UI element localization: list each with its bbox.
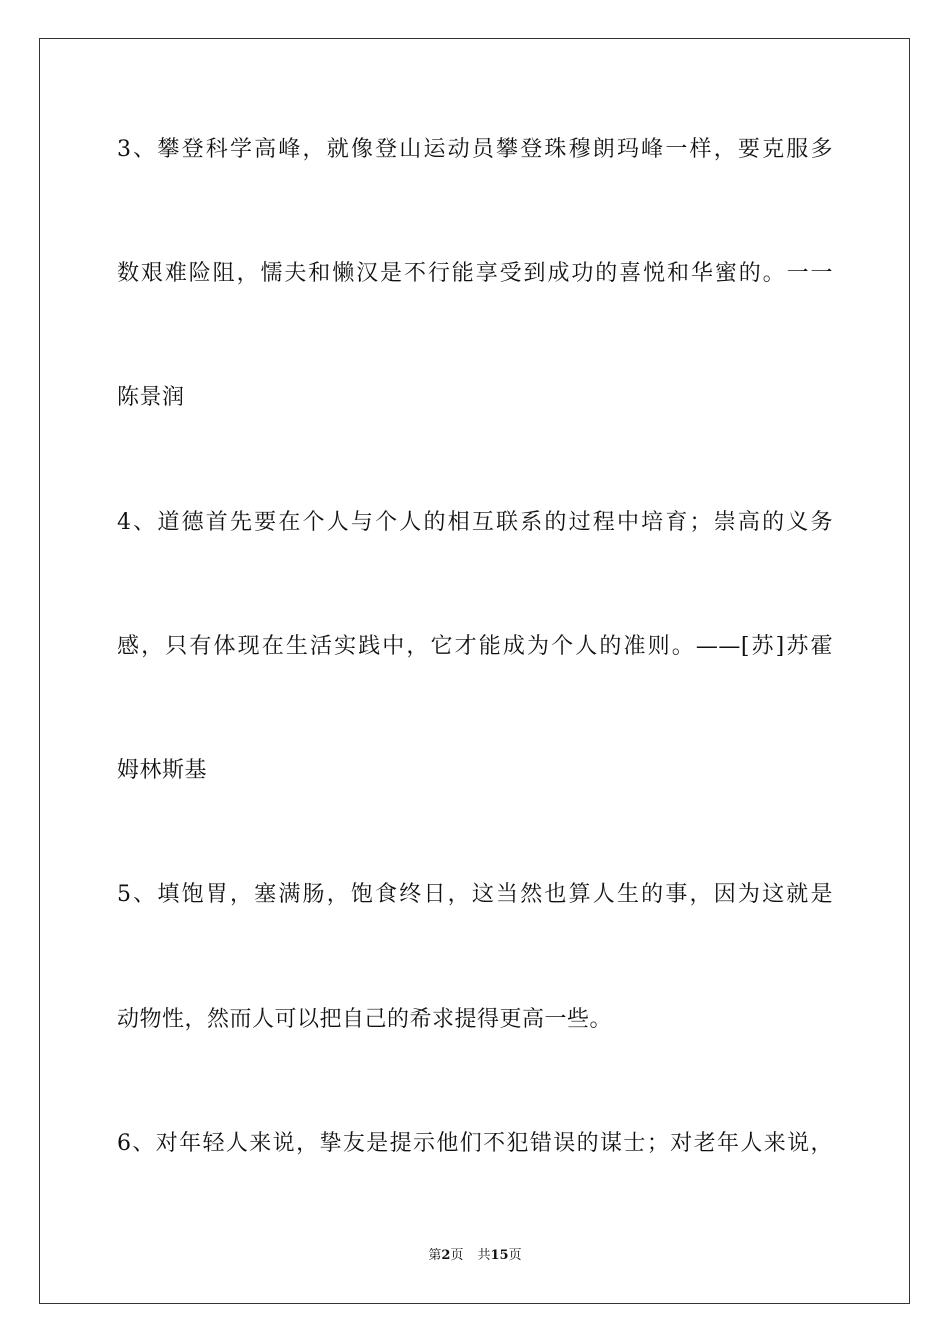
text-line-1: 3、攀登科学高峰，就像登山运动员攀登珠穆朗玛峰一样，要克服多: [117, 137, 833, 162]
text-line-2: 数艰难险阻，懦夫和懒汉是不行能享受到成功的喜悦和华蜜的。一一: [117, 261, 833, 286]
total-suffix: 页: [508, 1248, 522, 1263]
page-footer: [0, 1247, 950, 1265]
text-line-9: 6、对年轻人来说，挚友是提示他们不犯错误的谋士；对老年人来说，: [117, 1131, 833, 1156]
text-line-5: 感，只有体现在生活实践中，它才能成为个人的准则。——[苏]苏霍: [117, 634, 833, 659]
page-prefix: 第: [428, 1248, 442, 1263]
page-number: 2: [441, 1248, 451, 1263]
total-pages: 15: [490, 1248, 509, 1263]
page-suffix: 页: [450, 1248, 464, 1263]
total-prefix: 共: [477, 1248, 491, 1263]
page-border: [39, 38, 910, 1304]
text-line-7: 5、填饱胃，塞满肠，饱食终日，这当然也算人生的事，因为这就是: [117, 882, 833, 907]
text-line-8: 动物性，然而人可以把自己的希求提得更高一些。: [117, 1007, 613, 1032]
text-line-6: 姆林斯基: [117, 758, 208, 783]
text-line-3: 陈景润: [117, 385, 185, 410]
text-line-4: 4、道德首先要在个人与个人的相互联系的过程中培育；崇高的义务: [117, 510, 833, 535]
